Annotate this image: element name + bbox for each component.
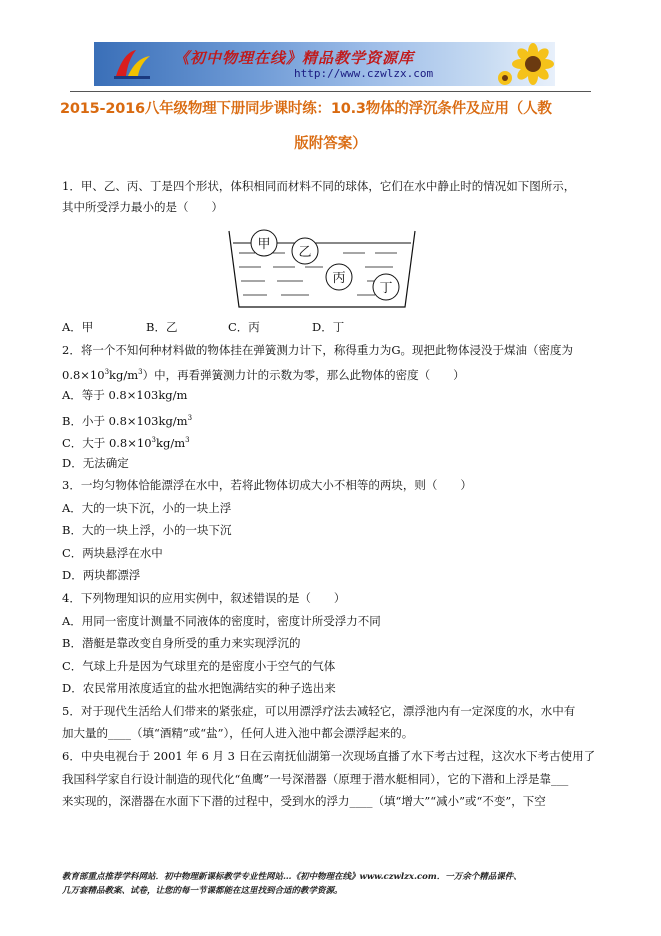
ball-label-ding: 丁 [379, 281, 393, 296]
q4-option-b[interactable]: B．潜艇是靠改变自身所受的重力来实现浮沉的 [62, 636, 301, 650]
site-logo-icon [110, 46, 154, 82]
q4-option-d[interactable]: D．农民常用浓度适宜的盐水把饱满结实的种子选出来 [62, 681, 336, 695]
q3-option-d[interactable]: D．两块都漂浮 [62, 568, 141, 582]
banner-url[interactable]: http://www.czwlzx.com [294, 67, 434, 80]
q2-option-c-exp1: 3 [151, 436, 156, 444]
header-banner [94, 42, 555, 86]
doc-title-line1: 2015-2016八年级物理下册同步课时练：10.3物体的浮沉条件及应用（人教 [60, 101, 552, 117]
q2-text-rest: ）中，再看弹簧测力计的示数为零，那么此物体的密度（ ） [142, 367, 465, 382]
q6-text-line2: 我国科学家自行设计制造的现代化“鱼鹰”一号深潜器（原理于潜水艇相同），它的下潜和上浮是靠___ [62, 772, 569, 786]
q6-text-line3: 来实现的，深潜器在水面下下潜的过程中，受到水的浮力____（填“增大”“减小”或“不变”，下空 [62, 794, 546, 808]
q3-option-a[interactable]: A．大的一块下沉，小的一块上浮 [62, 501, 232, 515]
q2-option-a[interactable]: A．等于 0.8×103kg/m [62, 388, 188, 402]
q5-text-line1: 5．对于现代生活给人们带来的紧张症，可以用漂浮疗法去减轻它，漂浮池内有一定深度的水，水中有 [62, 704, 576, 718]
footer-line2: 几万套精品教案、试卷，让您的每一节课都能在这里找到合适的教学资源。 [62, 886, 343, 896]
sunflower-icon [495, 42, 555, 86]
q2-option-d[interactable]: D．无法确定 [62, 456, 129, 470]
q2-option-b-exp: 3 [187, 414, 193, 422]
q2-option-b[interactable] [62, 410, 192, 429]
q2-exp1: 3 [104, 368, 110, 376]
q1-option-d[interactable]: D．丁 [312, 320, 345, 334]
q1-figure-tank-diagram [225, 227, 420, 309]
q4-option-a[interactable]: A．用同一密度计测量不同液体的密度时，密度计所受浮力不同 [62, 614, 381, 628]
q2-option-b-text: B．小于 0.8×103kg/m [62, 413, 188, 428]
q2-exp2: 3 [138, 368, 143, 376]
q1-option-a[interactable]: A．甲 [62, 320, 94, 334]
q2-option-c-exp2: 3 [185, 436, 190, 444]
ball-label-jia: 甲 [257, 237, 271, 252]
q6-text-line1: 6．中央电视台于 2001 年 6 月 3 日在云南抚仙湖第一次现场直播了水下考古过程，这次水下考古使用了 [62, 749, 596, 763]
q2-text-line1: 2．将一个不知何种材料做的物体挂在弹簧测力计下，称得重力为G。现把此物体浸没于煤油（密度为 [62, 343, 573, 357]
q3-text-line1: 3．一均匀物体恰能漂浮在水中，若将此物体切成大小不相等的两块，则（ ） [62, 478, 472, 492]
q3-option-b[interactable]: B．大的一块上浮，小的一块下沉 [62, 523, 232, 537]
q2-option-c[interactable] [62, 432, 190, 451]
q2-unit: kg/m [109, 367, 139, 382]
ball-label-bing: 丙 [332, 271, 346, 286]
q4-option-c[interactable]: C．气球上升是因为气球里充的是密度小于空气的气体 [62, 659, 336, 673]
q2-text-line2 [62, 364, 465, 383]
q2-density-value: 0.8×10 [62, 367, 105, 382]
doc-title-line2: 版附答案） [294, 136, 367, 152]
ball-label-yi: 乙 [298, 245, 312, 260]
q5-text-line2: 加大量的____（填“酒精”或“盐”），任何人进入池中都会漂浮起来的。 [62, 726, 414, 740]
q1-text-line1: 1．甲、乙、丙、丁是四个形状，体积相同而材料不同的球体，它们在水中静止时的情况如下图所示， [62, 179, 576, 193]
q1-text-line2: 其中所受浮力最小的是（ ） [62, 200, 223, 214]
q3-option-c[interactable]: C．两块悬浮在水中 [62, 546, 163, 560]
q1-option-c[interactable]: C．丙 [228, 320, 260, 334]
footer-line1: 教育部重点推荐学科网站．初中物理新课标教学专业性网站…《初中物理在线》www.czwlzx.com．一万余个精品课件、 [62, 872, 522, 882]
header-divider [70, 91, 591, 92]
q1-option-b[interactable]: B．乙 [146, 320, 178, 334]
q2-option-c-unit: kg/m [155, 435, 186, 450]
q2-option-c-text: C．大于 0.8×10 [62, 435, 152, 450]
banner-title: 《初中物理在线》精品教学资源库 [174, 49, 415, 67]
q4-text-line1: 4．下列物理知识的应用实例中，叙述错误的是（ ） [62, 591, 346, 605]
